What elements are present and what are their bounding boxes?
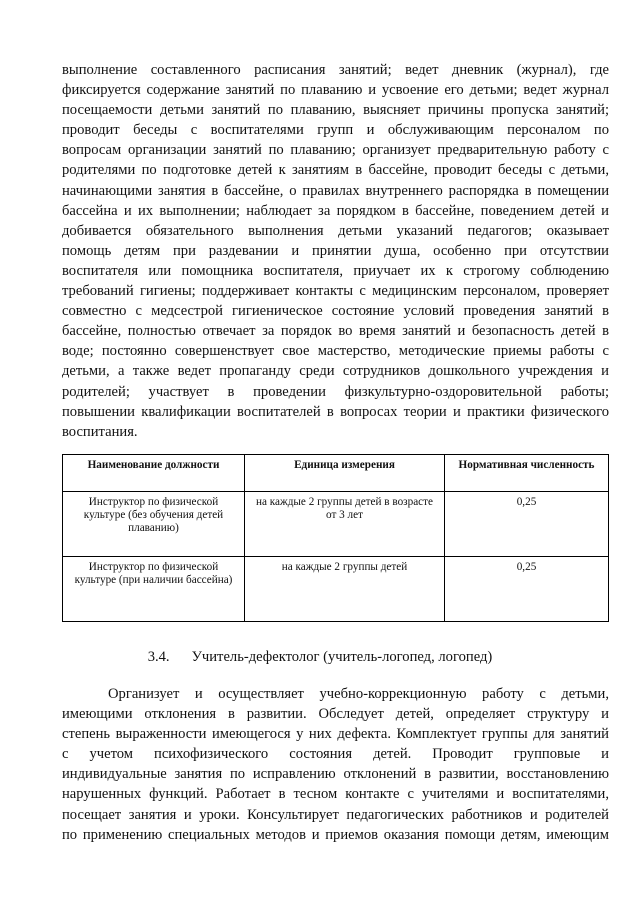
text-line: выполнение составленного расписания занятий; ведет дневник (журнал), где (62, 62, 609, 78)
text-line: повышении квалификации воспитателей в вопросах теории и практики физического (62, 403, 609, 420)
text-line: детьми, а также ведет пропаганду среди сотрудников дошкольного учреждения и (62, 363, 609, 380)
text-line: нарушенных функций. Работает в тесном контакте с учителями и воспитателями, (62, 786, 609, 803)
text-line: воспитания. (62, 423, 138, 440)
text-line: родителей; участвует в проведении физкультурно-оздоровительной работы; (62, 383, 609, 400)
paragraph-swimming-instructor-duties (62, 60, 609, 442)
text-line: проводит беседы с воспитателями групп и обслуживающим персоналом по (62, 122, 609, 139)
text-line: Организует и осуществляет учебно-коррекционную работу с детьми, (108, 686, 609, 702)
text-line: посещаемости детьми занятий по плаванию, выясняет причины пропуска занятий; (62, 102, 609, 119)
text-line: бассейна и их выполнении; наблюдает за порядком в бассейне, поведением детей и (62, 202, 609, 219)
section-number: 3.4. (147, 649, 170, 665)
text-line: фиксируется содержание занятий по плаванию и усвоение его детьми; ведет журнал (62, 82, 609, 99)
cell-unit: на каждые 2 группы детей в возрасте от 3 лет (245, 492, 445, 557)
cell-position: Инструктор по физической культуре (без обучения детей плаванию) (63, 492, 245, 557)
text-line: воде; постоянно совершенствует свое мастерство, методические приемы работы с (62, 343, 609, 360)
text-line: начинающими занятия в бассейне, о правилах внутреннего распорядка в помещении (62, 182, 609, 199)
text-line: степень выраженности имеющегося у них дефекта. Комплектует группы для занятий (62, 726, 609, 743)
text-line: с учетом психофизического состояния детей. Проводит групповые и (62, 746, 609, 763)
section-heading (0, 647, 640, 667)
text-line: совместно с медсестрой гигиеническое состояние условий проведения занятий в (62, 303, 609, 320)
text-line: посещает занятия и уроки. Консультирует педагогических работников и родителей (62, 806, 609, 823)
text-line: имеющими отклонения в развитии. Обследует детей, определяет структуру и (62, 706, 609, 723)
text-line: помощь детям при раздевании и принятии душа, особенно при отсутствии (62, 242, 609, 259)
section-title: Учитель-дефектолог (учитель-логопед, логопед) (191, 649, 493, 665)
cell-norm: 0,25 (445, 492, 609, 557)
text-line: добивается обязательного выполнения детьми указаний педагогов; оказывает (62, 222, 609, 239)
text-line: требований гигиены; поддерживает контакты с медицинским персоналом, проверяет (62, 283, 609, 300)
cell-position: Инструктор по физической культуре (при наличии бассейна) (63, 557, 245, 622)
header-position: Наименование должности (63, 455, 245, 492)
text-line: по применению специальных методов и приемов оказания помощи детям, имеющим (62, 826, 609, 843)
text-line: воспитателя или помощника воспитателя, приучает их к строгому соблюдению (62, 262, 609, 279)
table-row (63, 557, 609, 622)
table-row (63, 492, 609, 557)
text-line: родителями по подготовке детей к занятиям в бассейне, проводит беседы с детьми, (62, 162, 609, 179)
paragraph-defectologist-duties (62, 684, 609, 845)
header-unit: Единица измерения (245, 455, 445, 492)
text-line: бассейне, полностью отвечает за порядок во время занятий и безопасность детей в (62, 323, 609, 340)
text-line: индивидуальные занятия по исправлению отклонений в развитии, восстановлению (62, 766, 609, 783)
staffing-norms-table (62, 454, 609, 622)
cell-norm: 0,25 (445, 557, 609, 622)
header-norm: Нормативная численность (445, 455, 609, 492)
text-line: вопросам организации занятий по плаванию; организует предварительную работу с (62, 142, 609, 159)
cell-unit: на каждые 2 группы детей (245, 557, 445, 622)
table-header-row (63, 455, 609, 492)
